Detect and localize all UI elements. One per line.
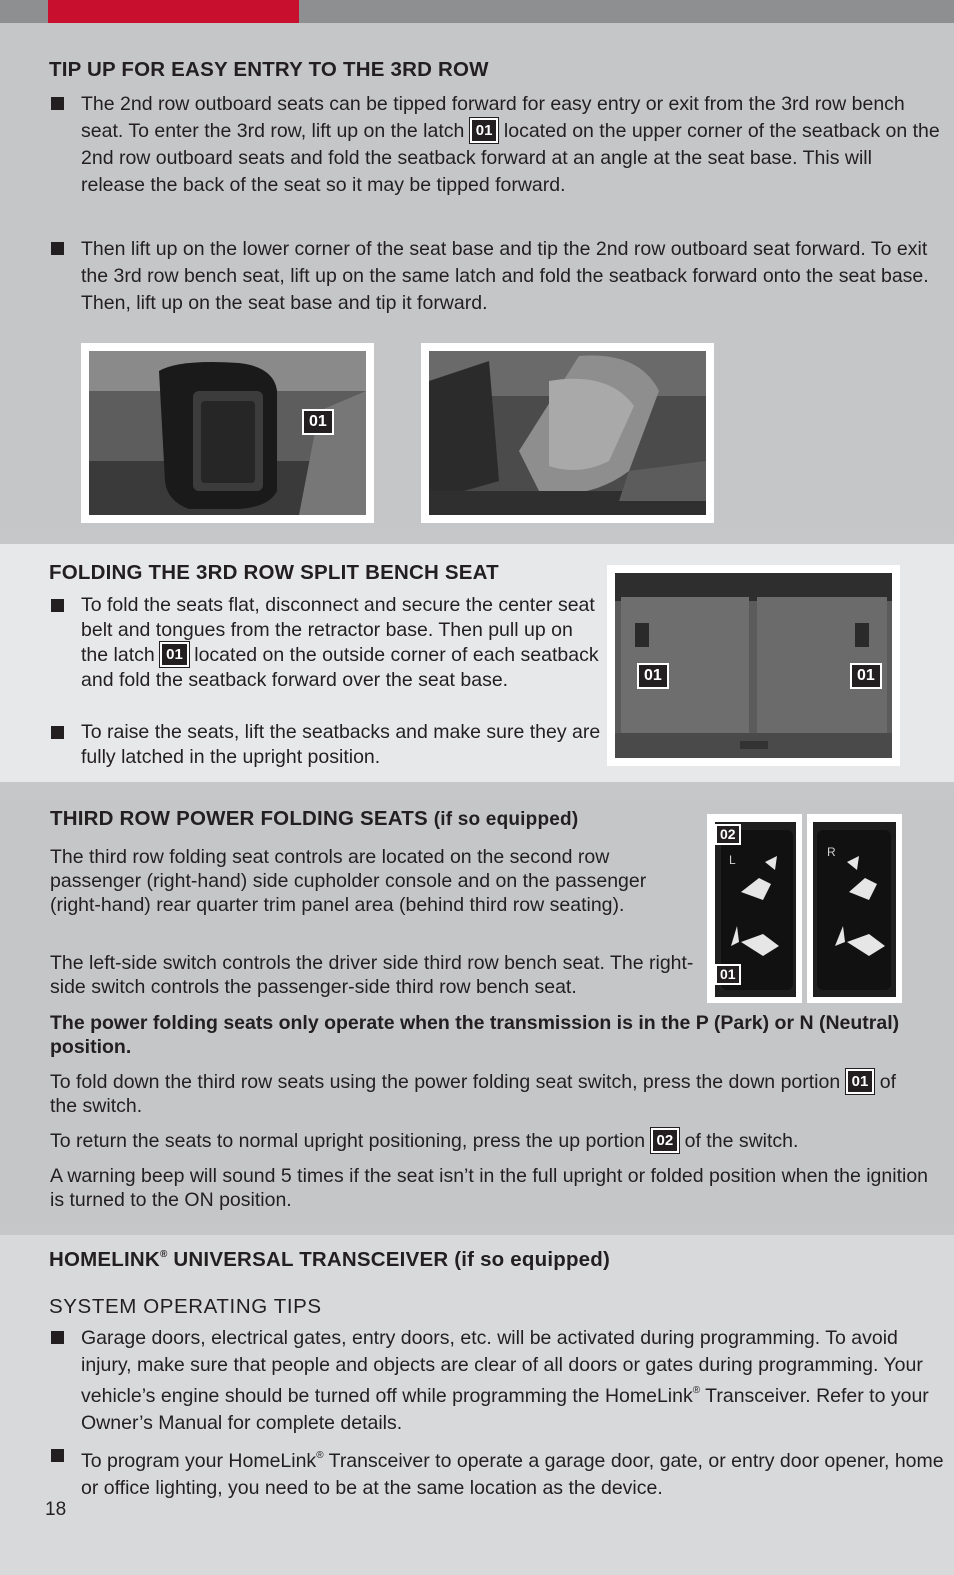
paragraph: To fold down the third row seats using the power folding seat switch, press the down portion 01 of the switch. — [50, 1071, 896, 1117]
photo-callout-tag: 01 — [850, 663, 882, 689]
subsection-title: SYSTEM OPERATING TIPS — [49, 1295, 322, 1318]
latch-tag: 01 — [160, 642, 189, 667]
bullet-square-icon — [51, 1449, 64, 1462]
section-tip-up — [0, 23, 954, 535]
paragraph: The third row folding seat controls are located on the second row passenger (right-hand) side cupholder console and on the passenger (right-hand) rear quarter trim panel area (behind third row seating). — [50, 846, 647, 916]
latch-photo — [81, 343, 374, 523]
switch-letter-left: L — [729, 853, 736, 867]
photo-callout-tag: 01 — [302, 409, 334, 435]
section-title: HOMELINK® UNIVERSAL TRANSCEIVER (if so equipped) — [49, 1248, 611, 1271]
up-portion-tag: 02 — [651, 1128, 680, 1153]
page-number: 18 — [45, 1499, 67, 1520]
section-folding-bench — [0, 544, 954, 782]
bullet-item: To raise the seats, lift the seatbacks and make sure they are fully latched in the upright position. — [48, 720, 601, 769]
photo-callout-tag: 01 — [637, 663, 669, 689]
top-bar — [0, 0, 954, 23]
paragraph: The left-side switch controls the driver side third row bench seat. The right-side switch controls the passenger-side third row bench seat. — [50, 952, 694, 998]
bench-seat-photo — [607, 565, 900, 766]
bullet-item: To fold the seats flat, disconnect and secure the center seat belt and tongues from the retractor base. Then pull up on the latch 01 located on the outside corner of each seatback and fold the seatback forward over the seat base. — [48, 593, 601, 692]
bullet-square-icon — [51, 242, 64, 255]
down-portion-tag: 01 — [846, 1069, 875, 1094]
section-power-folding — [0, 793, 954, 1224]
section-homelink — [0, 1235, 954, 1575]
bullet-square-icon — [51, 599, 64, 612]
bullet-item: To program your HomeLink® Transceiver to operate a garage door, gate, or entry door opener, home or office lighting, you need to be at the same location as the device. — [48, 1443, 951, 1501]
switch-callout-tag: 02 — [715, 824, 741, 845]
bullet-item: Garage doors, electrical gates, entry doors, etc. will be activated during programming. To avoid injury, make sure that people and objects are clear of all doors or gates during programming. Your vehicle’s engine should be turned off while programming the HomeLink® Transceiver. Refer to your Owner’s Manual for complete details. — [48, 1325, 951, 1436]
paragraph: A warning beep will sound 5 times if the seat isn’t in the full upright or folded position when the ignition is turned to the ON position. — [50, 1165, 929, 1211]
bullet-square-icon — [51, 97, 64, 110]
tipped-seat-image — [429, 351, 706, 515]
bullet-item: Then lift up on the lower corner of the seat base and tip the 2nd row outboard seat forward. To exit the 3rd row bench seat, lift up on the same latch and fold the seatback forward onto the seat base. Then, lift up on the seat base and tip it forward. — [48, 236, 941, 317]
warning-text: The power folding seats only operate when the transmission is in the P (Park) or N (Neutral) position. — [50, 1012, 900, 1058]
left-switch-photo — [707, 814, 802, 1003]
right-switch-image — [813, 822, 896, 997]
switch-letter-right: R — [827, 845, 836, 859]
bullet-square-icon — [51, 1331, 64, 1344]
bullet-square-icon — [51, 726, 64, 739]
red-accent-bar — [48, 0, 299, 23]
bullet-item: The 2nd row outboard seats can be tipped forward for easy entry or exit from the 3rd row bench seat. To enter the 3rd row, lift up on the latch 01 located on the upper corner of the seatback on the 2nd row outboard seats and fold the seatback forward at an angle at the seat base. This will release the back of the seat so it may be tipped forward. — [48, 91, 941, 199]
latch-tag: 01 — [470, 118, 499, 143]
right-switch-photo — [807, 814, 902, 1003]
tipped-seat-photo — [421, 343, 714, 523]
section-title: TIP UP FOR EASY ENTRY TO THE 3RD ROW — [49, 58, 489, 81]
section-title: THIRD ROW POWER FOLDING SEATS (if so equipped) — [50, 807, 579, 830]
section-title: FOLDING THE 3RD ROW SPLIT BENCH SEAT — [49, 561, 499, 584]
paragraph: To return the seats to normal upright positioning, press the up portion 02 of the switch. — [50, 1130, 799, 1152]
switch-callout-tag: 01 — [715, 964, 741, 985]
